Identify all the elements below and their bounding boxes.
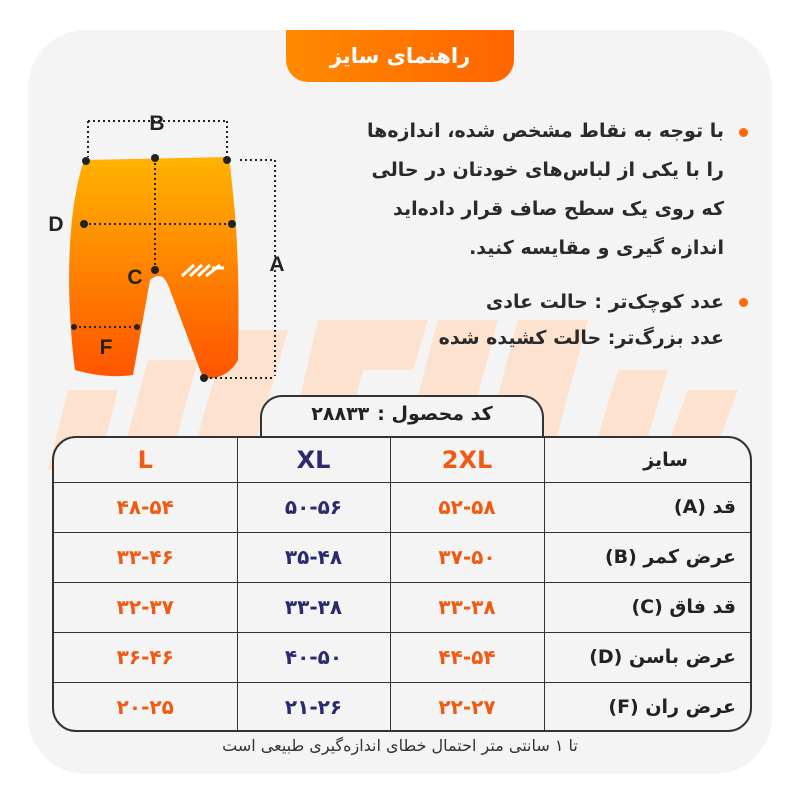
table-row [54,532,750,582]
instruction-line: با توجه به نقاط مشخص شده، اندازه‌ها [367,120,724,142]
page-title: راهنمای سایز [286,30,514,82]
instruction-measure [310,112,750,268]
measurement-note: تا ۱ سانتی متر احتمال خطای اندازه‌گیری طبیعی است [222,736,578,755]
cell-2xl: ۵۲-۵۸ [390,482,544,532]
row-label: قد (A) [544,482,750,532]
instruction-line: که روی یک سطح صاف قرار داده‌اید [392,198,724,220]
instruction-numbers [310,284,750,356]
instruction-line: را با یکی از لباس‌های خودتان در حالی [371,159,724,181]
row-label: عرض کمر (B) [544,532,750,582]
cell-xl: ۳۳-۳۸ [237,582,390,632]
row-label: قد فاق (C) [544,582,750,632]
table-row [54,582,750,632]
row-label: عرض باسن (D) [544,632,750,682]
cell-2xl: ۴۴-۵۴ [390,632,544,682]
cell-l: ۳۲-۳۷ [54,582,237,632]
cell-2xl: ۳۳-۳۸ [390,582,544,632]
cell-xl: ۲۱-۲۶ [237,682,390,732]
cell-l: ۳۳-۴۶ [54,532,237,582]
cell-2xl: ۳۷-۵۰ [390,532,544,582]
cell-xl: ۵۰-۵۶ [237,482,390,532]
label-a: A [269,253,285,276]
cell-2xl: ۲۲-۲۷ [390,682,544,732]
row-label: عرض ران (F) [544,682,750,732]
table-row [54,632,750,682]
table-row [54,682,750,732]
size-header-l: L [54,438,237,482]
label-d: D [48,213,64,236]
shorts-diagram [40,100,300,400]
product-code-label: کد محصول : [377,403,493,425]
table-row [54,482,750,532]
cell-xl: ۴۰-۵۰ [237,632,390,682]
label-b: B [149,112,165,135]
label-c: C [127,266,143,289]
size-header-xl: XL [237,438,390,482]
cell-l: ۲۰-۲۵ [54,682,237,732]
instruction-line: عدد کوچک‌تر : حالت عادی [485,291,724,313]
product-code-value: ۲۸۸۳۳ [311,403,370,425]
size-label-header: سایز [544,438,750,482]
cell-l: ۴۸-۵۴ [54,482,237,532]
label-f: F [99,336,113,359]
instruction-line: عدد بزرگ‌تر: حالت کشیده شده [438,327,724,349]
instruction-line: اندازه گیری و مقایسه کنید. [469,237,724,259]
cell-xl: ۳۵-۴۸ [237,532,390,582]
table-header-row [54,438,750,482]
instructions [310,112,750,356]
cell-l: ۳۶-۴۶ [54,632,237,682]
size-header-2xl: 2XL [390,438,544,482]
size-table [52,436,752,732]
